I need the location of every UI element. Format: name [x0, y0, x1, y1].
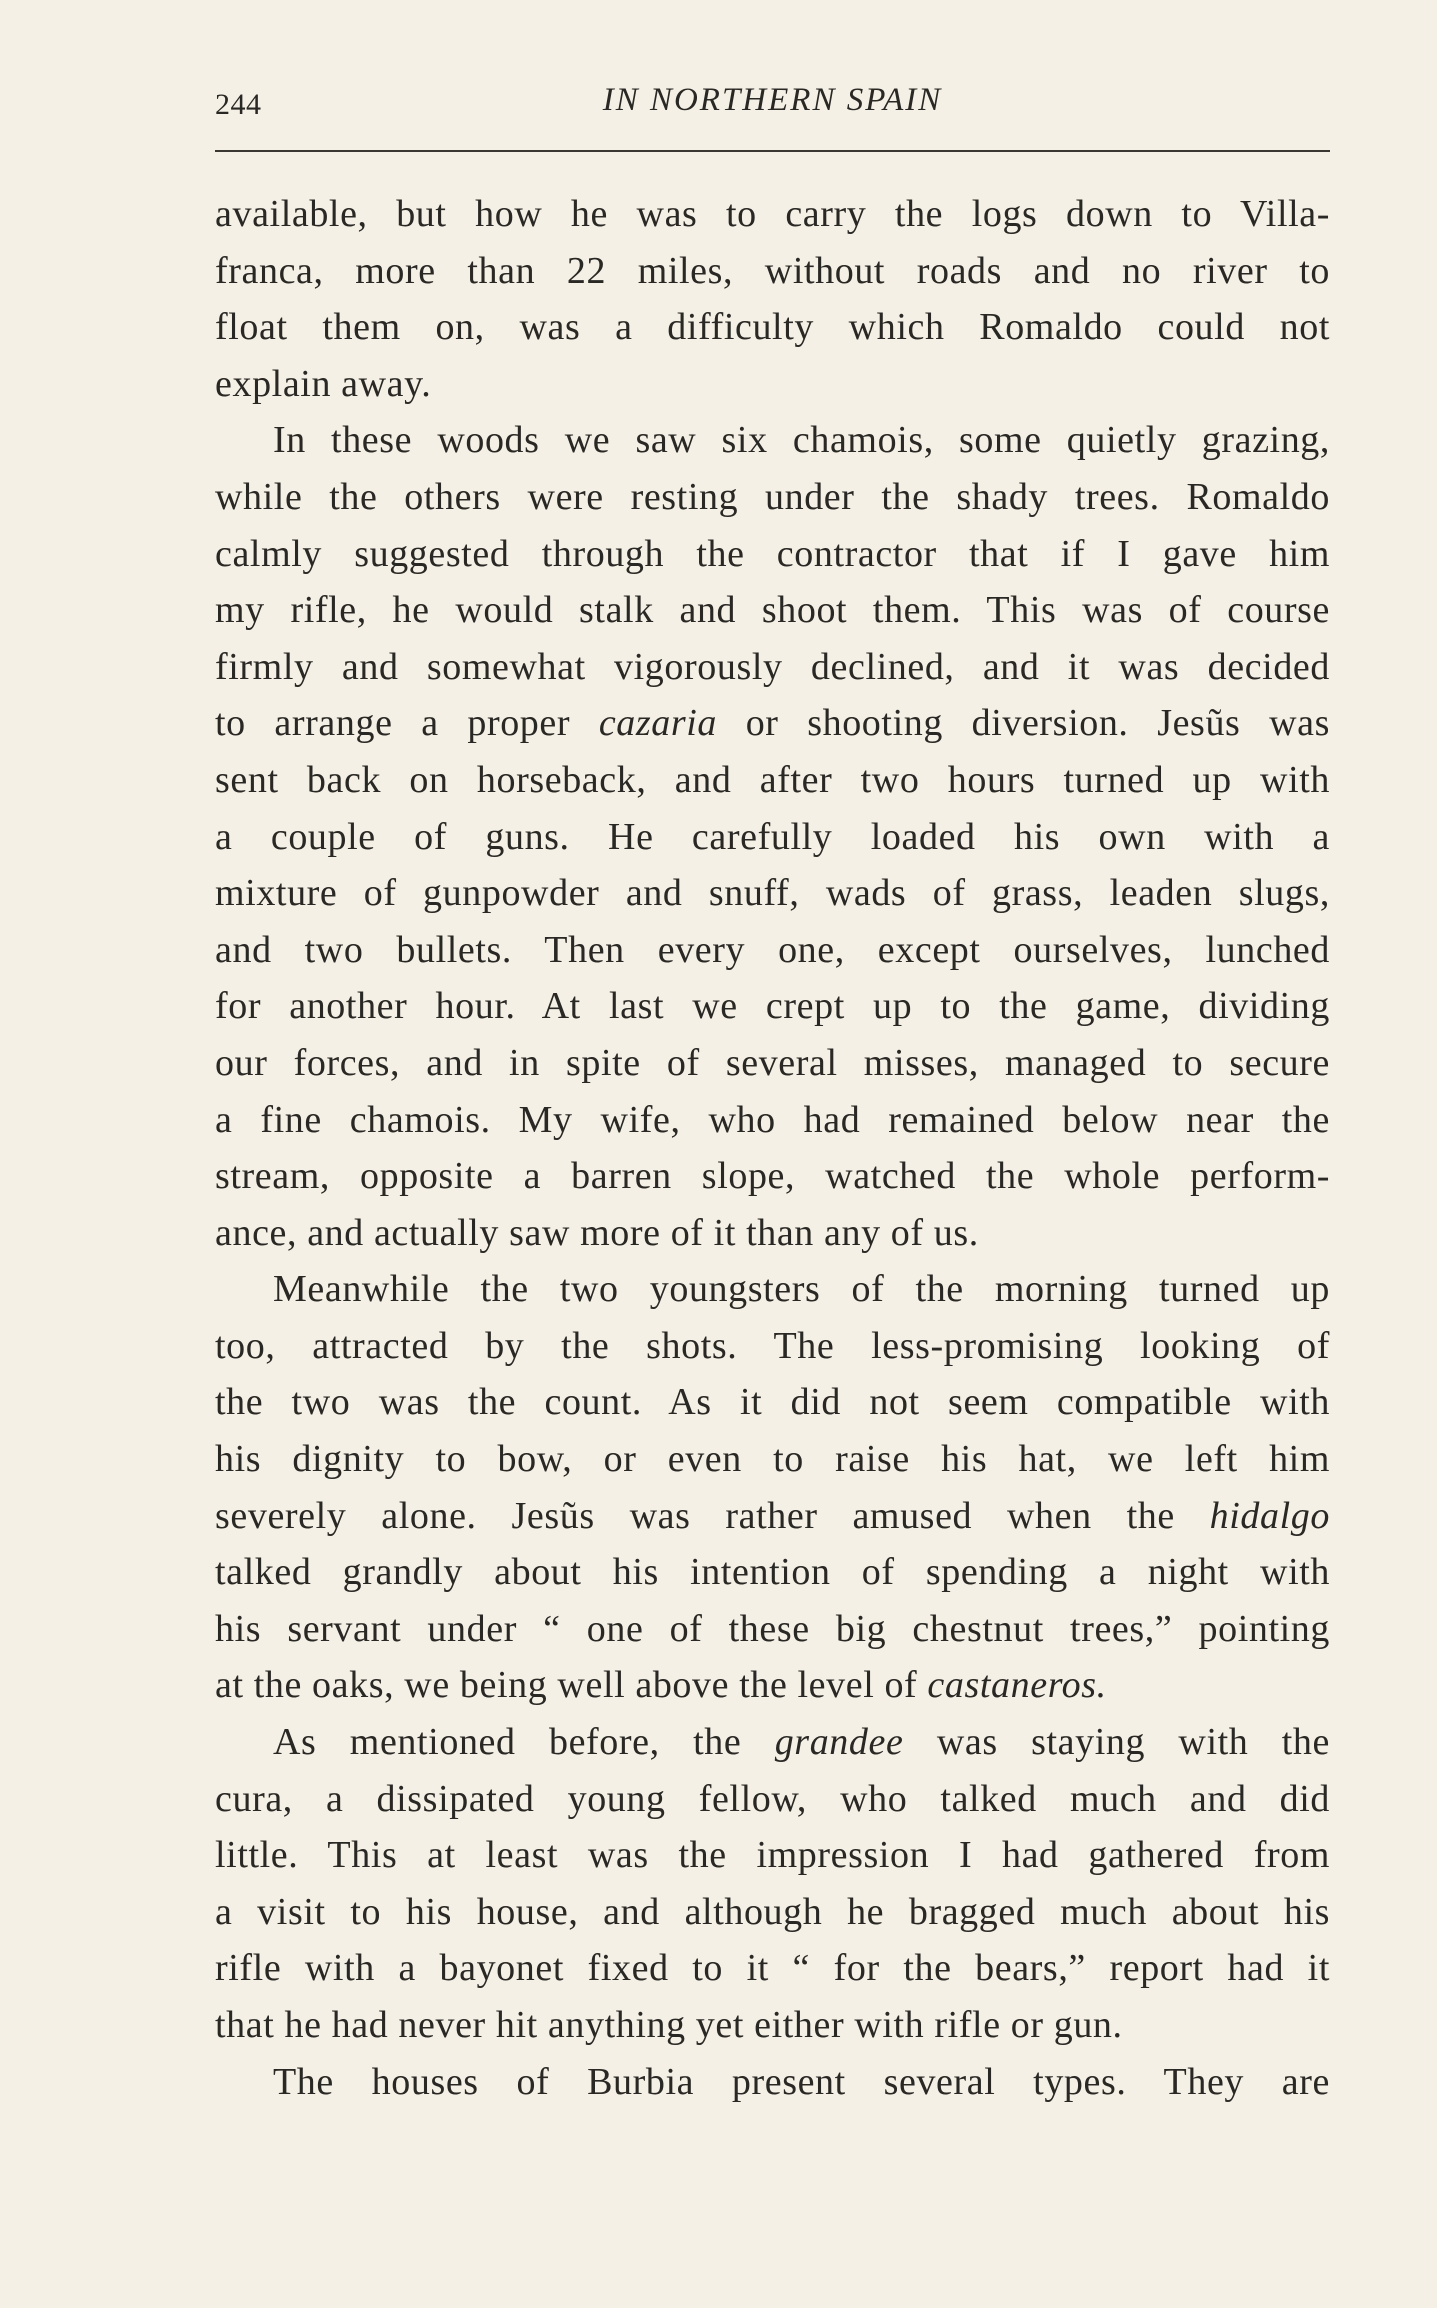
- text-run: severely alone. Jesũs was rather amused when the: [215, 1494, 1210, 1537]
- text-line: firmly and somewhat vigorously declined, and it was decided: [215, 645, 1330, 688]
- text-line: In these woods we saw six chamois, some quietly grazing,: [273, 419, 1330, 462]
- text-line: that he had never hit anything yet either with rifle or gun.: [215, 2004, 1123, 2046]
- text-line: franca, more than 22 miles, without roads and no river to: [215, 249, 1330, 292]
- text-line: rifle with a bayonet fixed to it “ for the bears,” report had it: [215, 1947, 1330, 1990]
- italic-word: hidalgo: [1209, 1494, 1330, 1537]
- text-run: As mentioned before, the: [273, 1721, 775, 1764]
- page-number: 244: [215, 88, 262, 121]
- text-line: stream, opposite a barren slope, watched the whole perform-: [215, 1155, 1330, 1198]
- text-run: at the oaks, we being well above the level of: [215, 1664, 928, 1707]
- text-line: talked grandly about his intention of spending a night with: [215, 1551, 1330, 1594]
- text-line: little. This at least was the impression I had gathered from: [215, 1834, 1330, 1877]
- text-line: calmly suggested through the contractor that if I gave him: [215, 532, 1330, 575]
- text-line: while the others were resting under the shady trees. Romaldo: [215, 475, 1330, 518]
- text-line: his dignity to bow, or even to raise his hat, we left him: [215, 1438, 1330, 1481]
- text-line: [215, 1714, 1330, 1771]
- text-line: ance, and actually saw more of it than any of us.: [215, 1211, 979, 1254]
- text-line: [215, 1657, 1330, 1714]
- text-line: available, but how he was to carry the logs down to Villa-: [215, 193, 1330, 235]
- text-line: [215, 695, 1330, 752]
- text-line: a couple of guns. He carefully loaded his own with a: [215, 815, 1330, 858]
- text-line: The houses of Burbia present several types. They are: [273, 2060, 1330, 2103]
- text-line: sent back on horseback, and after two hours turned up with: [215, 758, 1330, 801]
- italic-word: grandee: [774, 1721, 904, 1764]
- text-line: our forces, and in spite of several misses, managed to secure: [215, 1041, 1330, 1084]
- text-line: float them on, was a difficulty which Romaldo could not: [215, 306, 1330, 349]
- text-line: for another hour. At last we crept up to the game, dividing: [215, 985, 1330, 1028]
- text-line: and two bullets. Then every one, except ourselves, lunched: [215, 928, 1330, 971]
- page-header: [215, 82, 1330, 132]
- text-line: a visit to his house, and although he bragged much about his: [215, 1890, 1330, 1933]
- text-run: to arrange a proper: [215, 702, 599, 745]
- text-line: his servant under “ one of these big chestnut trees,” pointing: [215, 1607, 1330, 1650]
- text-line: [215, 1488, 1330, 1545]
- text-line: cura, a dissipated young fellow, who talked much and did: [215, 1777, 1330, 1820]
- italic-word: castaneros.: [927, 1664, 1107, 1707]
- italic-word: cazaria: [598, 702, 718, 745]
- text-line: my rifle, he would stalk and shoot them. This was of course: [215, 589, 1330, 632]
- text-line: a fine chamois. My wife, who had remained below near the: [215, 1098, 1330, 1141]
- text-line: the two was the count. As it did not seem compatible with: [215, 1381, 1330, 1424]
- body-text: [215, 186, 1330, 2110]
- text-line: Meanwhile the two youngsters of the morning turned up: [273, 1268, 1330, 1311]
- text-run: or shooting diversion. Jesũs was: [717, 702, 1330, 745]
- header-rule: [215, 150, 1330, 152]
- text-line: too, attracted by the shots. The less-promising looking of: [215, 1324, 1330, 1367]
- running-title: IN NORTHERN SPAIN: [602, 82, 943, 118]
- text-line: explain away.: [215, 362, 432, 405]
- text-line: mixture of gunpowder and snuff, wads of grass, leaden slugs,: [215, 872, 1330, 915]
- text-run: was staying with the: [903, 1721, 1330, 1764]
